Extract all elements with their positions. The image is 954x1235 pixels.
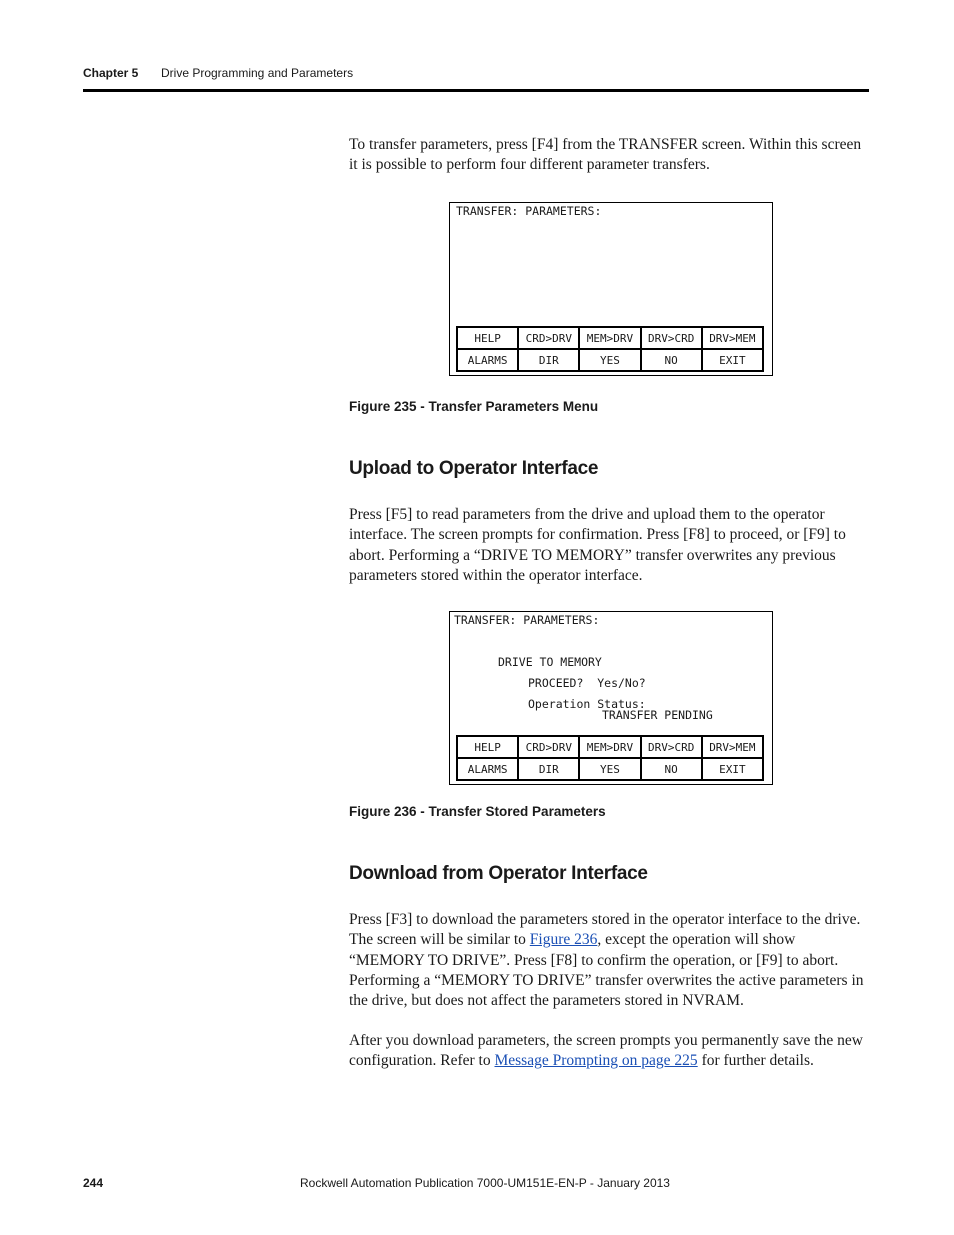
key-dir[interactable]: DIR (518, 758, 579, 780)
key-mem-drv[interactable]: MEM>DRV (579, 327, 640, 349)
key-no[interactable]: NO (641, 758, 702, 780)
key-dir[interactable]: DIR (518, 349, 579, 371)
paragraph-text: for further details. (697, 1052, 814, 1070)
paragraph-text: Press [F3] to download the parameters stored in the operator interface to the drive. The screen will be similar to (349, 911, 861, 949)
function-key-row (457, 327, 763, 349)
download-paragraph (349, 910, 871, 1011)
key-drv-mem[interactable]: DRV>MEM (702, 736, 763, 758)
page-header (83, 66, 354, 80)
key-drv-mem[interactable]: DRV>MEM (702, 327, 763, 349)
key-exit[interactable]: EXIT (702, 758, 763, 780)
key-help[interactable]: HELP (457, 736, 518, 758)
key-crd-drv[interactable]: CRD>DRV (518, 327, 579, 349)
function-key-row (457, 349, 763, 371)
drive-to-memory-line: DRIVE TO MEMORY (498, 655, 602, 669)
function-key-grid (456, 735, 764, 781)
transfer-stored-screen (449, 611, 773, 785)
page-number: 244 (83, 1176, 104, 1190)
key-help[interactable]: HELP (457, 327, 518, 349)
figure-236-caption: Figure 236 - Transfer Stored Parameters (349, 804, 606, 819)
function-key-grid (456, 326, 764, 372)
key-yes[interactable]: YES (579, 758, 640, 780)
figure-236-link[interactable]: Figure 236 (529, 931, 598, 949)
paragraph-text: , except the operation will show “MEMORY TO DRIVE”. Press [F8] to confirm the operation, or [F9] to abort. Performing a “MEMORY TO DRIVE” transfer overwrites the active parameters in the drive, but does not affect the parameters stored in NVRAM. (349, 931, 864, 1010)
operation-status-label: Operation Status: (528, 697, 646, 711)
figure-235-caption: Figure 235 - Transfer Parameters Menu (349, 399, 599, 414)
message-prompting-link[interactable]: Message Prompting on page 225 (494, 1052, 698, 1070)
intro-paragraph: To transfer parameters, press [F4] from the TRANSFER screen. Within this screen it is possible to perform four different parameter transfers. (349, 136, 862, 174)
key-crd-drv[interactable]: CRD>DRV (518, 736, 579, 758)
header-rule (83, 89, 869, 92)
download-heading: Download from Operator Interface (349, 863, 648, 884)
key-alarms[interactable]: ALARMS (457, 758, 518, 780)
function-key-row (457, 736, 763, 758)
chapter-title: Drive Programming and Parameters (161, 66, 354, 80)
screen-title: TRANSFER: PARAMETERS: (454, 613, 600, 627)
publication-info: Rockwell Automation Publication 7000-UM151E-EN-P - January 2013 (300, 1176, 670, 1190)
proceed-prompt: PROCEED? Yes/No? (528, 676, 646, 690)
paragraph-text: After you download parameters, the screen prompts you permanently save the new configuration. Refer to (349, 1032, 863, 1070)
key-yes[interactable]: YES (579, 349, 640, 371)
key-drv-crd[interactable]: DRV>CRD (641, 736, 702, 758)
chapter-label: Chapter 5 (83, 66, 139, 80)
key-exit[interactable]: EXIT (702, 349, 763, 371)
upload-paragraph: Press [F5] to read parameters from the drive and upload them to the operator interface. The screen prompts for confirmation. Press [F8] to proceed, or [F9] to abort. Performing a “DRIVE TO MEMORY” transfer overwrites any previous parameters stored within the operator interface. (349, 506, 846, 584)
function-key-row (457, 758, 763, 780)
operation-status-value: TRANSFER PENDING (602, 708, 713, 722)
key-mem-drv[interactable]: MEM>DRV (579, 736, 640, 758)
key-no[interactable]: NO (641, 349, 702, 371)
key-alarms[interactable]: ALARMS (457, 349, 518, 371)
upload-heading: Upload to Operator Interface (349, 458, 599, 479)
key-drv-crd[interactable]: DRV>CRD (641, 327, 702, 349)
transfer-parameters-screen (449, 202, 773, 376)
after-download-paragraph (349, 1031, 871, 1072)
screen-title: TRANSFER: PARAMETERS: (456, 204, 602, 218)
